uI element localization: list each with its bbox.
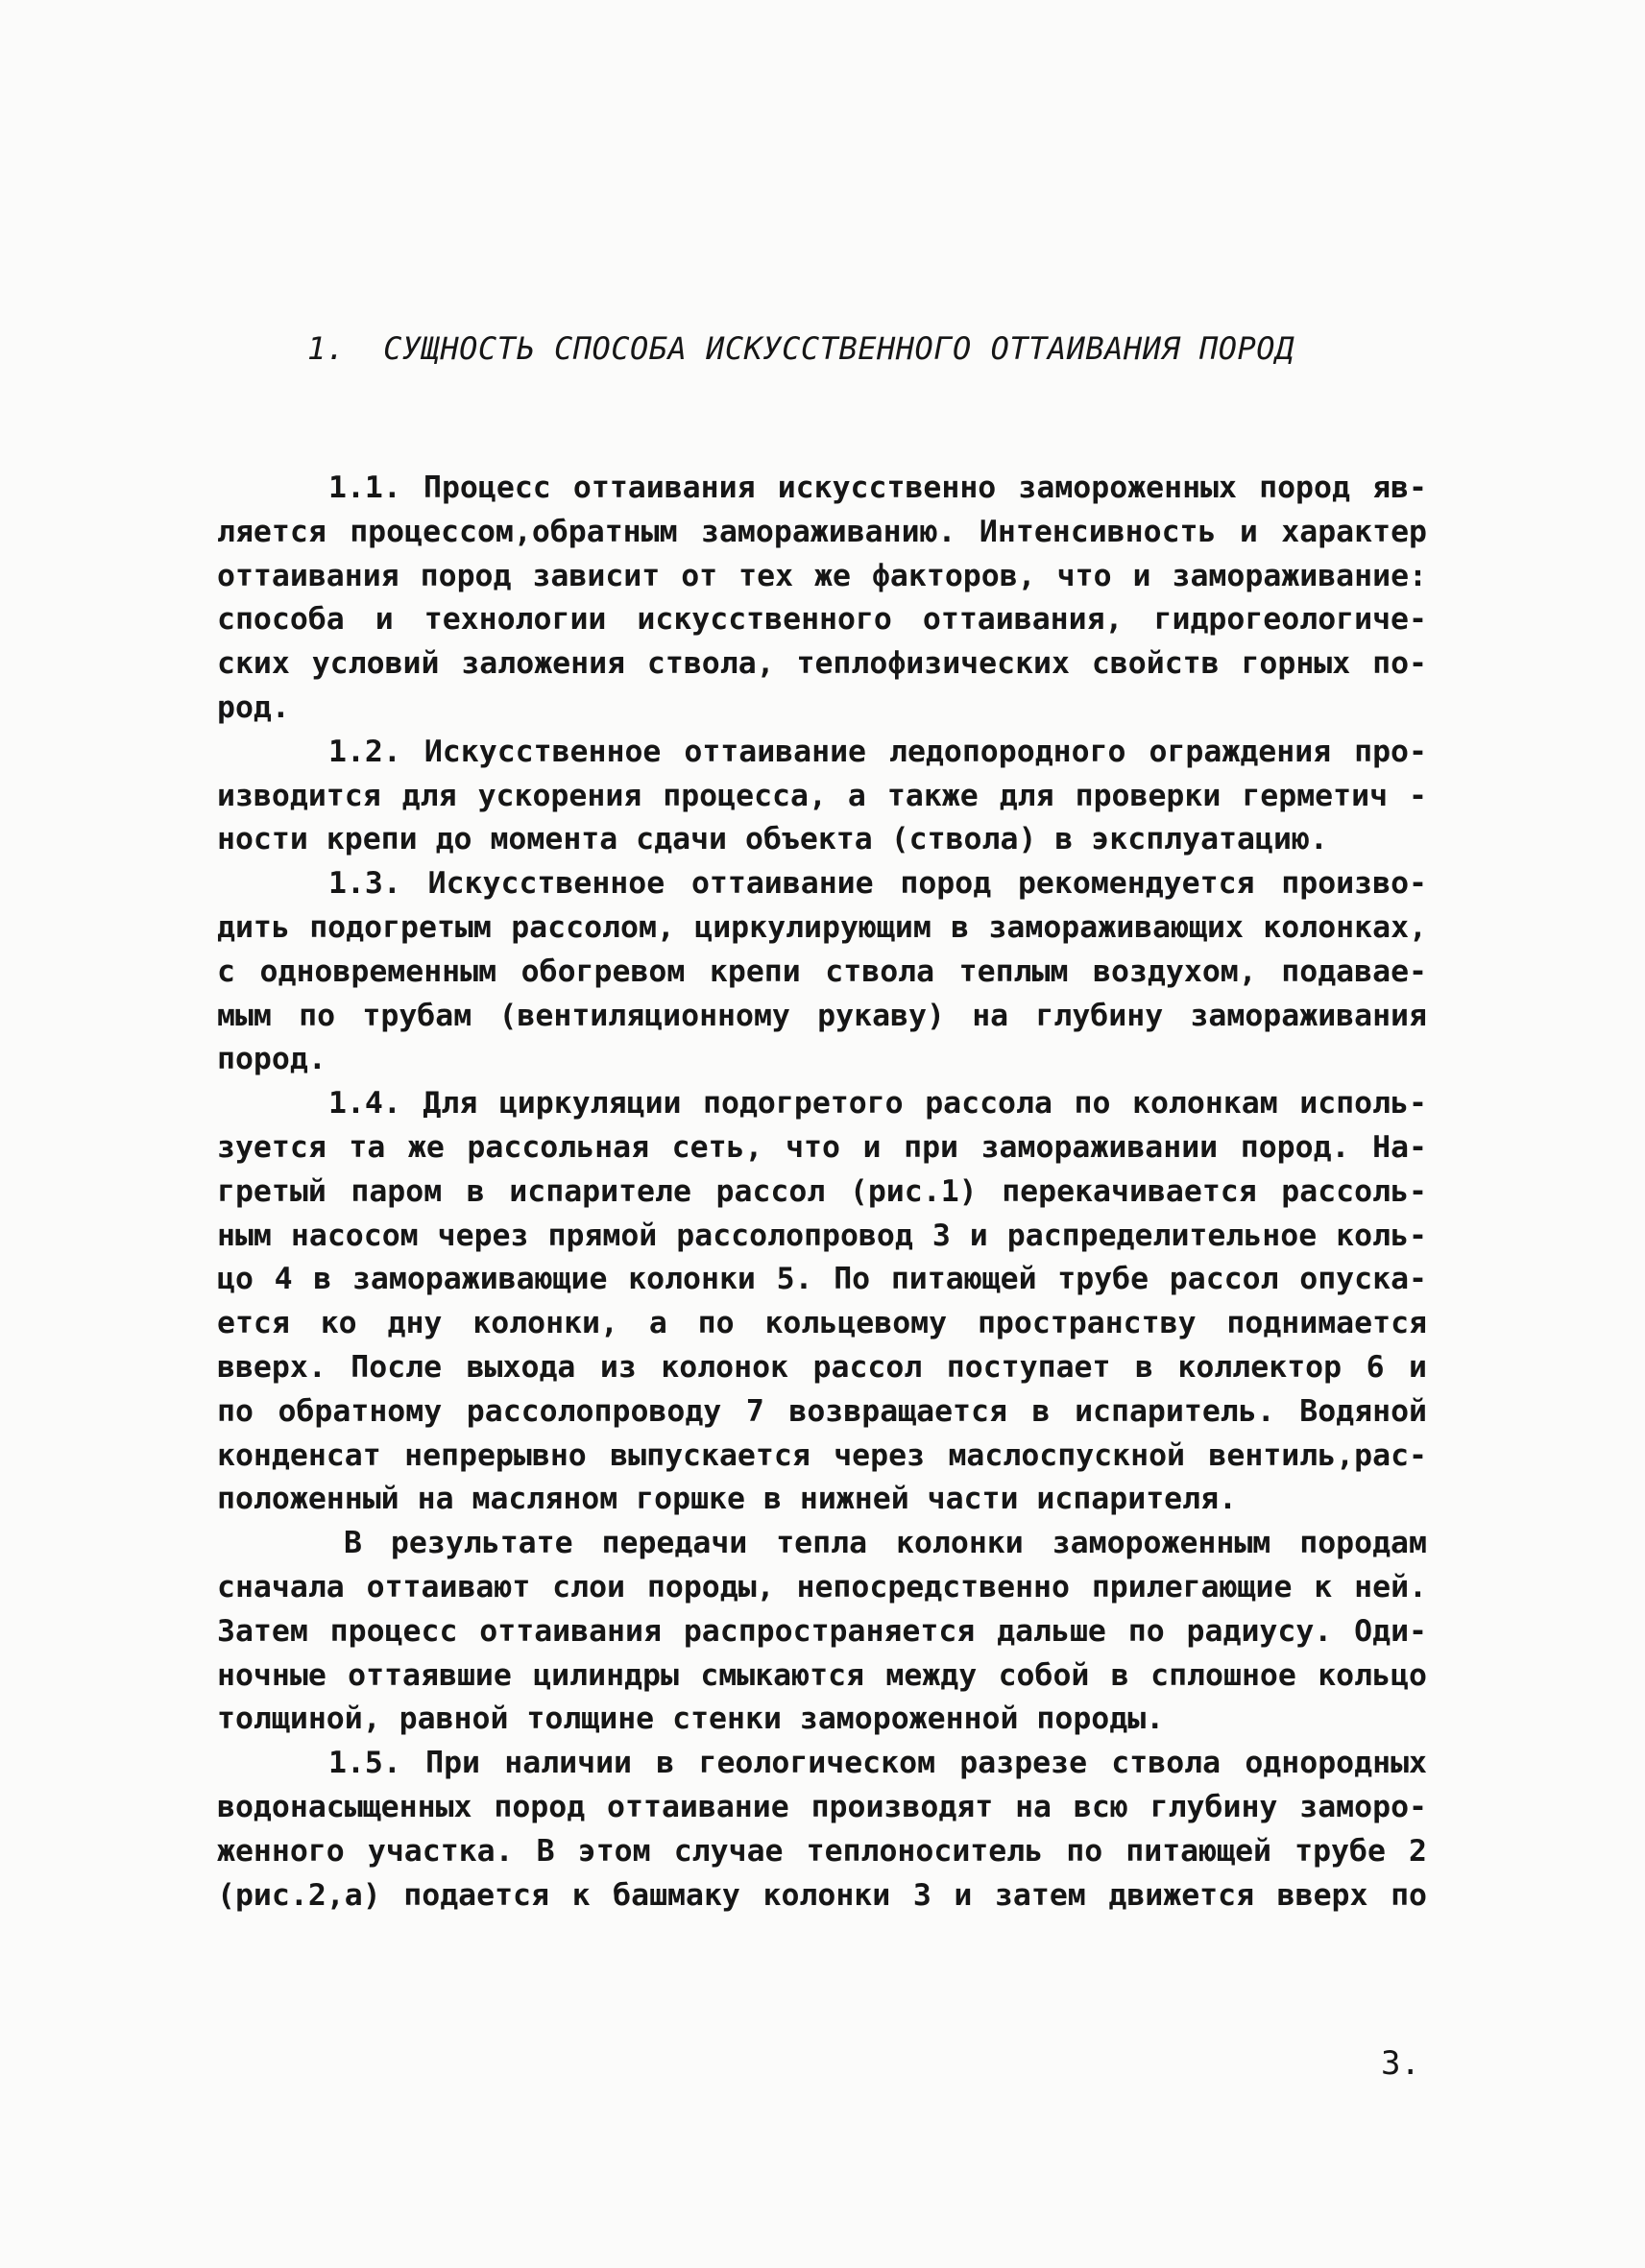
paragraph-line: зуется та же рассольная сеть, что и при замораживании пород. На- bbox=[217, 1129, 1427, 1165]
section-heading: 1. СУЩНОСТЬ СПОСОБА ИСКУССТВЕННОГО ОТТАИВАНИЯ ПОРОД bbox=[307, 330, 1294, 367]
paragraph-line: ночные оттаявшие цилиндры смыкаются между собой в сплошное кольцо bbox=[217, 1657, 1427, 1693]
paragraph-line: (рис.2,а) подается к башмаку колонки 3 и затем движется вверх по bbox=[217, 1877, 1427, 1913]
paragraph-line: ских условий заложения ствола, теплофизических свойств горных по- bbox=[217, 646, 1427, 682]
paragraph-line: водонасыщенных пород оттаивание производят на всю глубину заморо- bbox=[217, 1789, 1427, 1824]
paragraph-line: толщиной, равной толщине стенки замороженной породы. bbox=[217, 1701, 1165, 1737]
paragraph-line: женного участка. В этом случае теплоноситель по питающей трубе 2 bbox=[217, 1833, 1427, 1869]
paragraph-line: дить подогретым рассолом, циркулирующим в замораживающих колонках, bbox=[217, 909, 1427, 945]
paragraph-line: изводится для ускорения процесса, а также для проверки герметич - bbox=[217, 778, 1427, 813]
paragraph-line: мым по трубам (вентиляционному рукаву) на глубину замораживания bbox=[217, 998, 1427, 1033]
paragraph-line: с одновременным обогревом крепи ствола теплым воздухом, подавае- bbox=[217, 953, 1427, 989]
paragraph-line: 1.2. Искусственное оттаивание ледопородного ограждения про- bbox=[328, 734, 1427, 769]
page-number: 3. bbox=[1381, 2044, 1420, 2083]
paragraph-line: Затем процесс оттаивания распространяется дальше по радиусу. Оди- bbox=[217, 1613, 1427, 1649]
paragraph-line: ляется процессом,обратным замораживанию. Интенсивность и характер bbox=[217, 514, 1427, 549]
paragraph-line: В результате передачи тепла колонки замороженным породам bbox=[344, 1526, 1427, 1561]
paragraph-line: ным насосом через прямой рассолопровод 3 и распределительное коль- bbox=[217, 1218, 1427, 1253]
paragraph-line: 1.1. Процесс оттаивания искусственно замороженных пород яв- bbox=[328, 470, 1427, 505]
paragraph-line: цо 4 в замораживающие колонки 5. По питающей трубе рассол опуска- bbox=[217, 1262, 1427, 1297]
paragraph-line: 1.3. Искусственное оттаивание пород рекомендуется произво- bbox=[328, 866, 1427, 902]
paragraph-line: конденсат непрерывно выпускается через маслоспускной вентиль,рас- bbox=[217, 1437, 1427, 1473]
paragraph-line: положенный на масляном горшке в нижней части испарителя. bbox=[217, 1482, 1238, 1517]
document-body bbox=[217, 467, 1427, 1918]
paragraph-line: оттаивания пород зависит от тех же факторов, что и замораживание: bbox=[217, 558, 1427, 593]
paragraph-line: 1.4. Для циркуляции подогретого рассола по колонкам исполь- bbox=[328, 1086, 1427, 1122]
paragraph-line: по обратному рассолопроводу 7 возвращается в испаритель. Водяной bbox=[217, 1393, 1427, 1429]
paragraph-line: сначала оттаивают слои породы, непосредственно прилегающие к ней. bbox=[217, 1569, 1427, 1604]
paragraph-line: ности крепи до момента сдачи объекта (ствола) в эксплуатацию. bbox=[217, 822, 1328, 857]
paragraph-line: гретый паром в испарителе рассол (рис.1) перекачивается рассоль- bbox=[217, 1173, 1427, 1209]
paragraph-line: пород. bbox=[217, 1042, 327, 1077]
paragraph-line: род. bbox=[217, 689, 290, 725]
paragraph-line: ется ко дну колонки, а по кольцевому пространству поднимается bbox=[217, 1306, 1427, 1341]
paragraph-line: вверх. После выхода из колонок рассол поступает в коллектор 6 и bbox=[217, 1349, 1427, 1385]
paragraph-line: 1.5. При наличии в геологическом разрезе ствола однородных bbox=[328, 1746, 1427, 1781]
paragraph-line: способа и технологии искусственного оттаивания, гидрогеологиче- bbox=[217, 602, 1427, 638]
